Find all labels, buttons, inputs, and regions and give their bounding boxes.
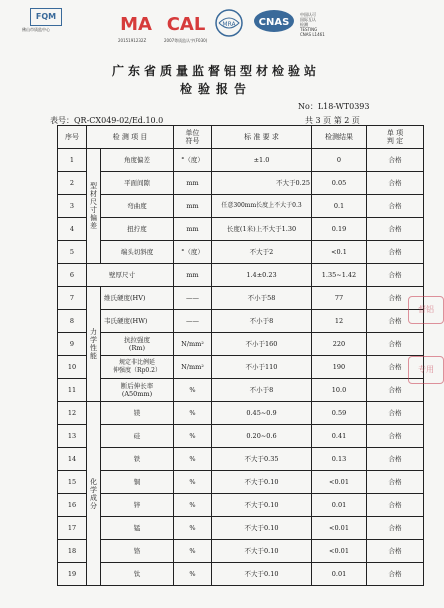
row-unit: mm: [174, 172, 212, 195]
table-row: [58, 149, 424, 172]
row-standard: 不大于0.25: [212, 172, 312, 195]
row-standard: ±1.0: [212, 149, 312, 172]
category-dimensional-deviation: 型 材 尺 寸 偏 差: [87, 149, 101, 264]
row-unit: °（度）: [174, 241, 212, 264]
row-item: 镁: [101, 402, 174, 425]
row-seq: 6: [58, 264, 87, 287]
row-unit: %: [174, 379, 212, 402]
row-standard: 不小于110: [212, 356, 312, 379]
red-seal-stamp: 专用: [408, 356, 444, 384]
row-standard: 不大于0.10: [212, 517, 312, 540]
table-row: [58, 172, 424, 195]
row-seq: 16: [58, 494, 87, 517]
row-seq: 3: [58, 195, 87, 218]
table-row: [58, 563, 424, 586]
row-unit: N/mm²: [174, 356, 212, 379]
row-seq: 15: [58, 471, 87, 494]
cal-code: 2007粤质监认字(F030): [164, 38, 208, 43]
row-standard: 不小于8: [212, 379, 312, 402]
header-verdict: 单 项 判 定: [367, 126, 424, 149]
row-standard: 不大于0.10: [212, 563, 312, 586]
row-unit: %: [174, 563, 212, 586]
row-item: 韦氏硬度(HW): [101, 310, 174, 333]
row-unit: ——: [174, 287, 212, 310]
row-unit: %: [174, 402, 212, 425]
row-result: 0.1: [312, 195, 367, 218]
row-unit: %: [174, 540, 212, 563]
row-result: 10.0: [312, 379, 367, 402]
table-row: [58, 287, 424, 310]
svg-text:MRA: MRA: [222, 21, 236, 28]
header-result: 检测结果: [312, 126, 367, 149]
row-item: 断后伸长率 (A50mm): [101, 379, 174, 402]
red-seal-stamp: 督铝: [408, 296, 444, 324]
row-result: <0.1: [312, 241, 367, 264]
table-row: [58, 540, 424, 563]
row-result: 12: [312, 310, 367, 333]
row-unit: %: [174, 425, 212, 448]
table-row: [58, 310, 424, 333]
cal-seal-icon: [168, 8, 204, 38]
row-unit: %: [174, 517, 212, 540]
table-row: [58, 264, 424, 287]
row-standard: 0.45~0.9: [212, 402, 312, 425]
row-result: 220: [312, 333, 367, 356]
row-result: 0.41: [312, 425, 367, 448]
row-result: <0.01: [312, 540, 367, 563]
header-item: 检 测 项 目: [87, 126, 174, 149]
row-seq: 11: [58, 379, 87, 402]
row-seq: 14: [58, 448, 87, 471]
row-seq: 9: [58, 333, 87, 356]
row-item: 端头切斜度: [101, 241, 174, 264]
row-result: <0.01: [312, 517, 367, 540]
row-result: 0.05: [312, 172, 367, 195]
row-seq: 12: [58, 402, 87, 425]
row-standard: 0.20~0.6: [212, 425, 312, 448]
inspection-table: [57, 125, 424, 586]
table-header-row: [58, 126, 424, 149]
category-chemical-composition: 化 学 成 分: [87, 402, 101, 586]
category-mechanical-properties: 力 学 性 能: [87, 287, 101, 402]
row-unit: mm: [174, 218, 212, 241]
cnas-logo-icon: [252, 8, 296, 34]
cma-code: 2015191232Z: [118, 38, 147, 43]
table-row: [58, 333, 424, 356]
row-item: 规定非比例延 伸强度（Rp0.2）: [101, 356, 174, 379]
table-row: [58, 517, 424, 540]
report-title: 检验报告: [179, 82, 252, 96]
row-standard: 不小于8: [212, 310, 312, 333]
row-item: 维氏硬度(HV): [101, 287, 174, 310]
row-item: 锰: [101, 517, 174, 540]
row-verdict: 合格: [367, 241, 424, 264]
table-row: [58, 494, 424, 517]
table-row: [58, 471, 424, 494]
row-seq: 17: [58, 517, 87, 540]
row-verdict: 合格: [367, 540, 424, 563]
svg-text:CAL: CAL: [166, 14, 206, 35]
row-verdict: 合格: [367, 195, 424, 218]
row-result: 0.01: [312, 563, 367, 586]
row-item: 扭拧度: [101, 218, 174, 241]
row-standard: 不大于0.10: [212, 540, 312, 563]
cnas-caption: 中国认可 国际互认 检测 TESTING CNAS L1461: [300, 12, 325, 37]
row-seq: 19: [58, 563, 87, 586]
row-verdict: 合格: [367, 563, 424, 586]
row-verdict: 合格: [367, 471, 424, 494]
row-unit: mm: [174, 195, 212, 218]
row-item: 平面间隙: [101, 172, 174, 195]
row-seq: 18: [58, 540, 87, 563]
row-item: 铜: [101, 471, 174, 494]
row-item: 壁厚尺寸: [87, 264, 174, 287]
row-verdict: 合格: [367, 310, 424, 333]
table-row: [58, 218, 424, 241]
row-seq: 4: [58, 218, 87, 241]
row-verdict: 合格: [367, 356, 424, 379]
row-standard: 任意300mm长度上不大于0.3: [212, 195, 312, 218]
fqm-logo: FQM: [30, 8, 62, 26]
row-result: 0.19: [312, 218, 367, 241]
row-verdict: 合格: [367, 494, 424, 517]
table-row: [58, 379, 424, 402]
row-unit: N/mm²: [174, 333, 212, 356]
row-seq: 1: [58, 149, 87, 172]
row-seq: 10: [58, 356, 87, 379]
row-verdict: 合格: [367, 149, 424, 172]
report-number: No：L18-WT0393: [298, 102, 370, 111]
row-unit: ——: [174, 310, 212, 333]
table-row: [58, 425, 424, 448]
header-seq: 序号: [58, 126, 87, 149]
row-seq: 7: [58, 287, 87, 310]
row-item: 锌: [101, 494, 174, 517]
row-seq: 8: [58, 310, 87, 333]
table-row: [58, 356, 424, 379]
row-result: 190: [312, 356, 367, 379]
row-seq: 5: [58, 241, 87, 264]
cma-seal-icon: [118, 8, 154, 38]
row-item: 铁: [101, 448, 174, 471]
row-seq: 2: [58, 172, 87, 195]
row-item: 角度偏差: [101, 149, 174, 172]
row-unit: mm: [174, 264, 212, 287]
page-info: 共 3 页 第 2 页: [305, 116, 360, 125]
row-unit: %: [174, 471, 212, 494]
row-verdict: 合格: [367, 218, 424, 241]
header-standard: 标 准 要 求: [212, 126, 312, 149]
row-item: 硅: [101, 425, 174, 448]
row-result: <0.01: [312, 471, 367, 494]
row-item: 钛: [101, 563, 174, 586]
row-unit: %: [174, 494, 212, 517]
row-result: 0.59: [312, 402, 367, 425]
row-item: 铬: [101, 540, 174, 563]
row-standard: 1.4±0.23: [212, 264, 312, 287]
row-item: 弯曲度: [101, 195, 174, 218]
row-verdict: 合格: [367, 333, 424, 356]
row-verdict: 合格: [367, 448, 424, 471]
table-row: [58, 402, 424, 425]
ilac-mra-logo-icon: [214, 8, 244, 38]
row-result: 77: [312, 287, 367, 310]
header-unit: 单位 符号: [174, 126, 212, 149]
row-result: 0.01: [312, 494, 367, 517]
table-row: [58, 241, 424, 264]
row-verdict: 合格: [367, 517, 424, 540]
row-standard: 不小于58: [212, 287, 312, 310]
form-number: 表号：QR-CX049-02/Ed.10.0: [50, 116, 164, 125]
row-standard: 不大于0.35: [212, 448, 312, 471]
row-verdict: 合格: [367, 172, 424, 195]
station-title: 广东省质量监督铝型材检验站: [111, 64, 320, 78]
row-standard: 长度(1米)上不大于1.30: [212, 218, 312, 241]
row-verdict: 合格: [367, 425, 424, 448]
fqm-caption: 佛山市质监中心: [22, 27, 50, 32]
row-verdict: 合格: [367, 402, 424, 425]
row-standard: 不大于0.10: [212, 494, 312, 517]
row-verdict: 合格: [367, 379, 424, 402]
row-item: 抗拉强度 (Rm): [101, 333, 174, 356]
svg-text:CNAS: CNAS: [258, 17, 290, 28]
svg-text:MA: MA: [120, 14, 152, 35]
row-result: 0.13: [312, 448, 367, 471]
row-standard: 不大于2: [212, 241, 312, 264]
row-seq: 13: [58, 425, 87, 448]
row-unit: °（度）: [174, 149, 212, 172]
row-verdict: 合格: [367, 287, 424, 310]
table-row: [58, 448, 424, 471]
row-unit: %: [174, 448, 212, 471]
row-verdict: 合格: [367, 264, 424, 287]
row-result: 0: [312, 149, 367, 172]
table-row: [58, 195, 424, 218]
row-standard: 不小于160: [212, 333, 312, 356]
row-result: 1.35~1.42: [312, 264, 367, 287]
row-standard: 不大于0.10: [212, 471, 312, 494]
